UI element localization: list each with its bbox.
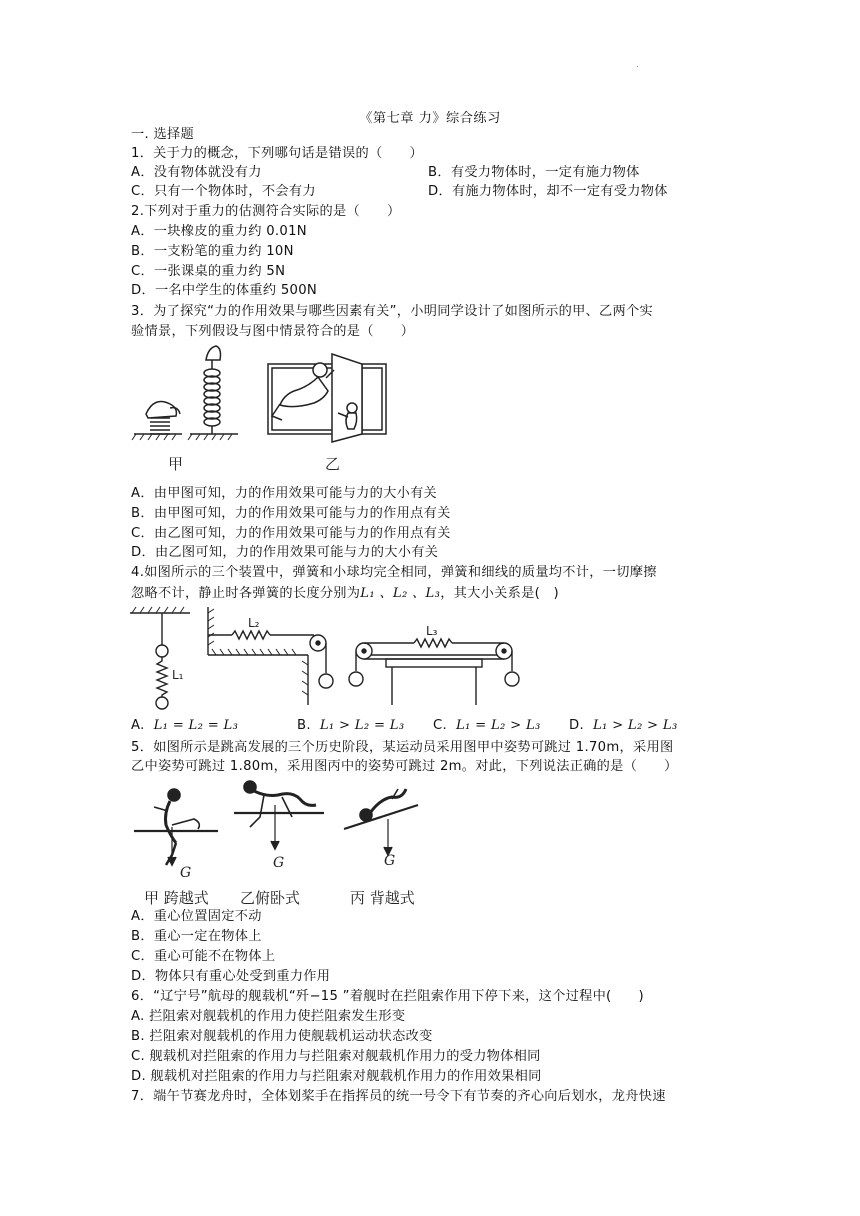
q4-option-b-expr: L₁ > L₂ = L₃ <box>319 718 405 733</box>
q6-stem: 6．“辽宁号”航母的舰载机“歼−15 ”着舰时在拦阻索作用下停下来，这个过程中( ) <box>131 989 644 1004</box>
q3-stem-line1: 3．为了探究“力的作用效果与哪些因素有关”，小明同学设计了如图所示的甲、乙两个实 <box>131 304 653 319</box>
q1-option-b: B．有受力物体时，一定有施力物体 <box>428 165 640 180</box>
section-heading: 一. 选择题 <box>131 127 194 142</box>
q4-option-b-label: B. <box>297 718 311 733</box>
q2-stem: 2.下列对于重力的估测符合实际的是（ ） <box>131 204 401 219</box>
q4-option-d <box>569 716 678 735</box>
q1-option-d: D．有施力物体时，却不一定有受力物体 <box>428 184 668 199</box>
q4-option-c <box>433 716 541 735</box>
q5-option-a: A．重心位置固定不动 <box>131 909 262 924</box>
q3-figure <box>130 342 390 477</box>
q5-gravity-label-a: G <box>180 865 192 881</box>
q3-fig-label-b: 乙 <box>325 455 341 473</box>
q1-stem: 1．关于力的概念，下列哪句话是错误的（ ） <box>131 146 423 161</box>
q6-option-b: B. 拦阻索对舰载机的作用力使舰载机运动状态改变 <box>131 1029 433 1044</box>
q1-option-c: C．只有一个物体时，不会有力 <box>131 184 316 199</box>
q4-fig-label-l3: L₃ <box>426 624 438 638</box>
q3-option-d: D．由乙图可知，力的作用效果可能与力的大小有关 <box>131 545 439 560</box>
q6-option-a: A. 拦阻索对舰载机的作用力使拦阻索发生形变 <box>131 1009 406 1024</box>
page-title: 《第七章 力》综合练习 <box>359 111 501 126</box>
q3-option-c: C．由乙图可知，力的作用效果可能与力的作用点有关 <box>131 526 451 541</box>
q5-figure <box>130 775 440 910</box>
q4-fig-label-l2: L₂ <box>248 616 260 630</box>
q4-option-a-expr: L₁ = L₂ = L₃ <box>153 718 239 733</box>
q5-option-c: C．重心可能不在物体上 <box>131 949 276 964</box>
q5-fig-label-a: 甲 跨越式 <box>144 889 209 907</box>
q4-fig-label-l1: L₁ <box>172 668 184 682</box>
q5-option-d: D．物体只有重心处受到重力作用 <box>131 969 331 984</box>
q4-stem-line2 <box>131 584 559 603</box>
q4-figure <box>128 605 528 710</box>
q7-stem: 7．端午节赛龙舟时，全体划桨手在指挥员的统一号令下有节奏的齐心向后划水，龙舟快速 <box>131 1089 666 1104</box>
page-mark: . <box>636 60 639 69</box>
q4-option-a-label: A. <box>131 718 145 733</box>
q6-option-c: C. 舰载机对拦阻索的作用力与拦阻索对舰载机作用力的受力物体相同 <box>131 1049 541 1064</box>
q3-option-a: A．由甲图可知，力的作用效果可能与力的大小有关 <box>131 486 438 501</box>
q5-stem-line2: 乙中姿势可跳过 1.80m，采用图丙中的姿势可跳过 2m。对此，下列说法正确的是（ ） <box>131 759 678 774</box>
q2-option-a: A．一块橡皮的重力约 0.01N <box>131 224 307 239</box>
q2-option-b: B．一支粉笔的重力约 10N <box>131 244 294 259</box>
q2-option-c: C．一张课桌的重力约 5N <box>131 264 286 279</box>
q5-stem-line1: 5．如图所示是跳高发展的三个历史阶段，某运动员采用图甲中姿势可跳过 1.70m，采用图 <box>131 740 674 755</box>
q6-option-d: D. 舰载机对拦阻索的作用力与拦阻索对舰载机作用力的作用效果相同 <box>131 1069 542 1084</box>
q4-option-d-label: D. <box>569 718 584 733</box>
q4-option-c-expr: L₁ = L₂ > L₃ <box>455 718 541 733</box>
q2-option-d: D．一名中学生的体重约 500N <box>131 283 318 298</box>
q4-option-a <box>131 716 238 735</box>
q4-stem-pre: 忽略不计，静止时各弹簧的长度分别为 <box>131 586 361 601</box>
q4-stem-vars: L₁ 、L₂ 、L₃ <box>360 586 441 601</box>
q4-option-c-label: C. <box>433 718 447 733</box>
q4-option-d-expr: L₁ > L₂ > L₃ <box>592 718 678 733</box>
q3-option-b: B．由甲图可知，力的作用效果可能与力的作用点有关 <box>131 506 451 521</box>
q4-option-b <box>297 716 404 735</box>
q4-stem-post: ，其大小关系是( ) <box>440 586 559 601</box>
q3-fig-label-a: 甲 <box>168 455 184 473</box>
q5-gravity-label-b: G <box>273 855 285 871</box>
q1-option-a: A．没有物体就没有力 <box>131 165 262 180</box>
q5-gravity-label-c: G <box>384 853 396 869</box>
q5-fig-label-b: 乙俯卧式 <box>240 889 301 907</box>
q5-option-b: B．重心一定在物体上 <box>131 929 262 944</box>
q4-stem-line1: 4.如图所示的三个装置中，弹簧和小球均完全相同，弹簧和细线的质量均不计，一切摩擦 <box>131 565 657 580</box>
q3-stem-line2: 验情景，下列假设与图中情景符合的是（ ） <box>131 324 415 339</box>
q5-fig-label-c: 丙 背越式 <box>350 889 415 907</box>
